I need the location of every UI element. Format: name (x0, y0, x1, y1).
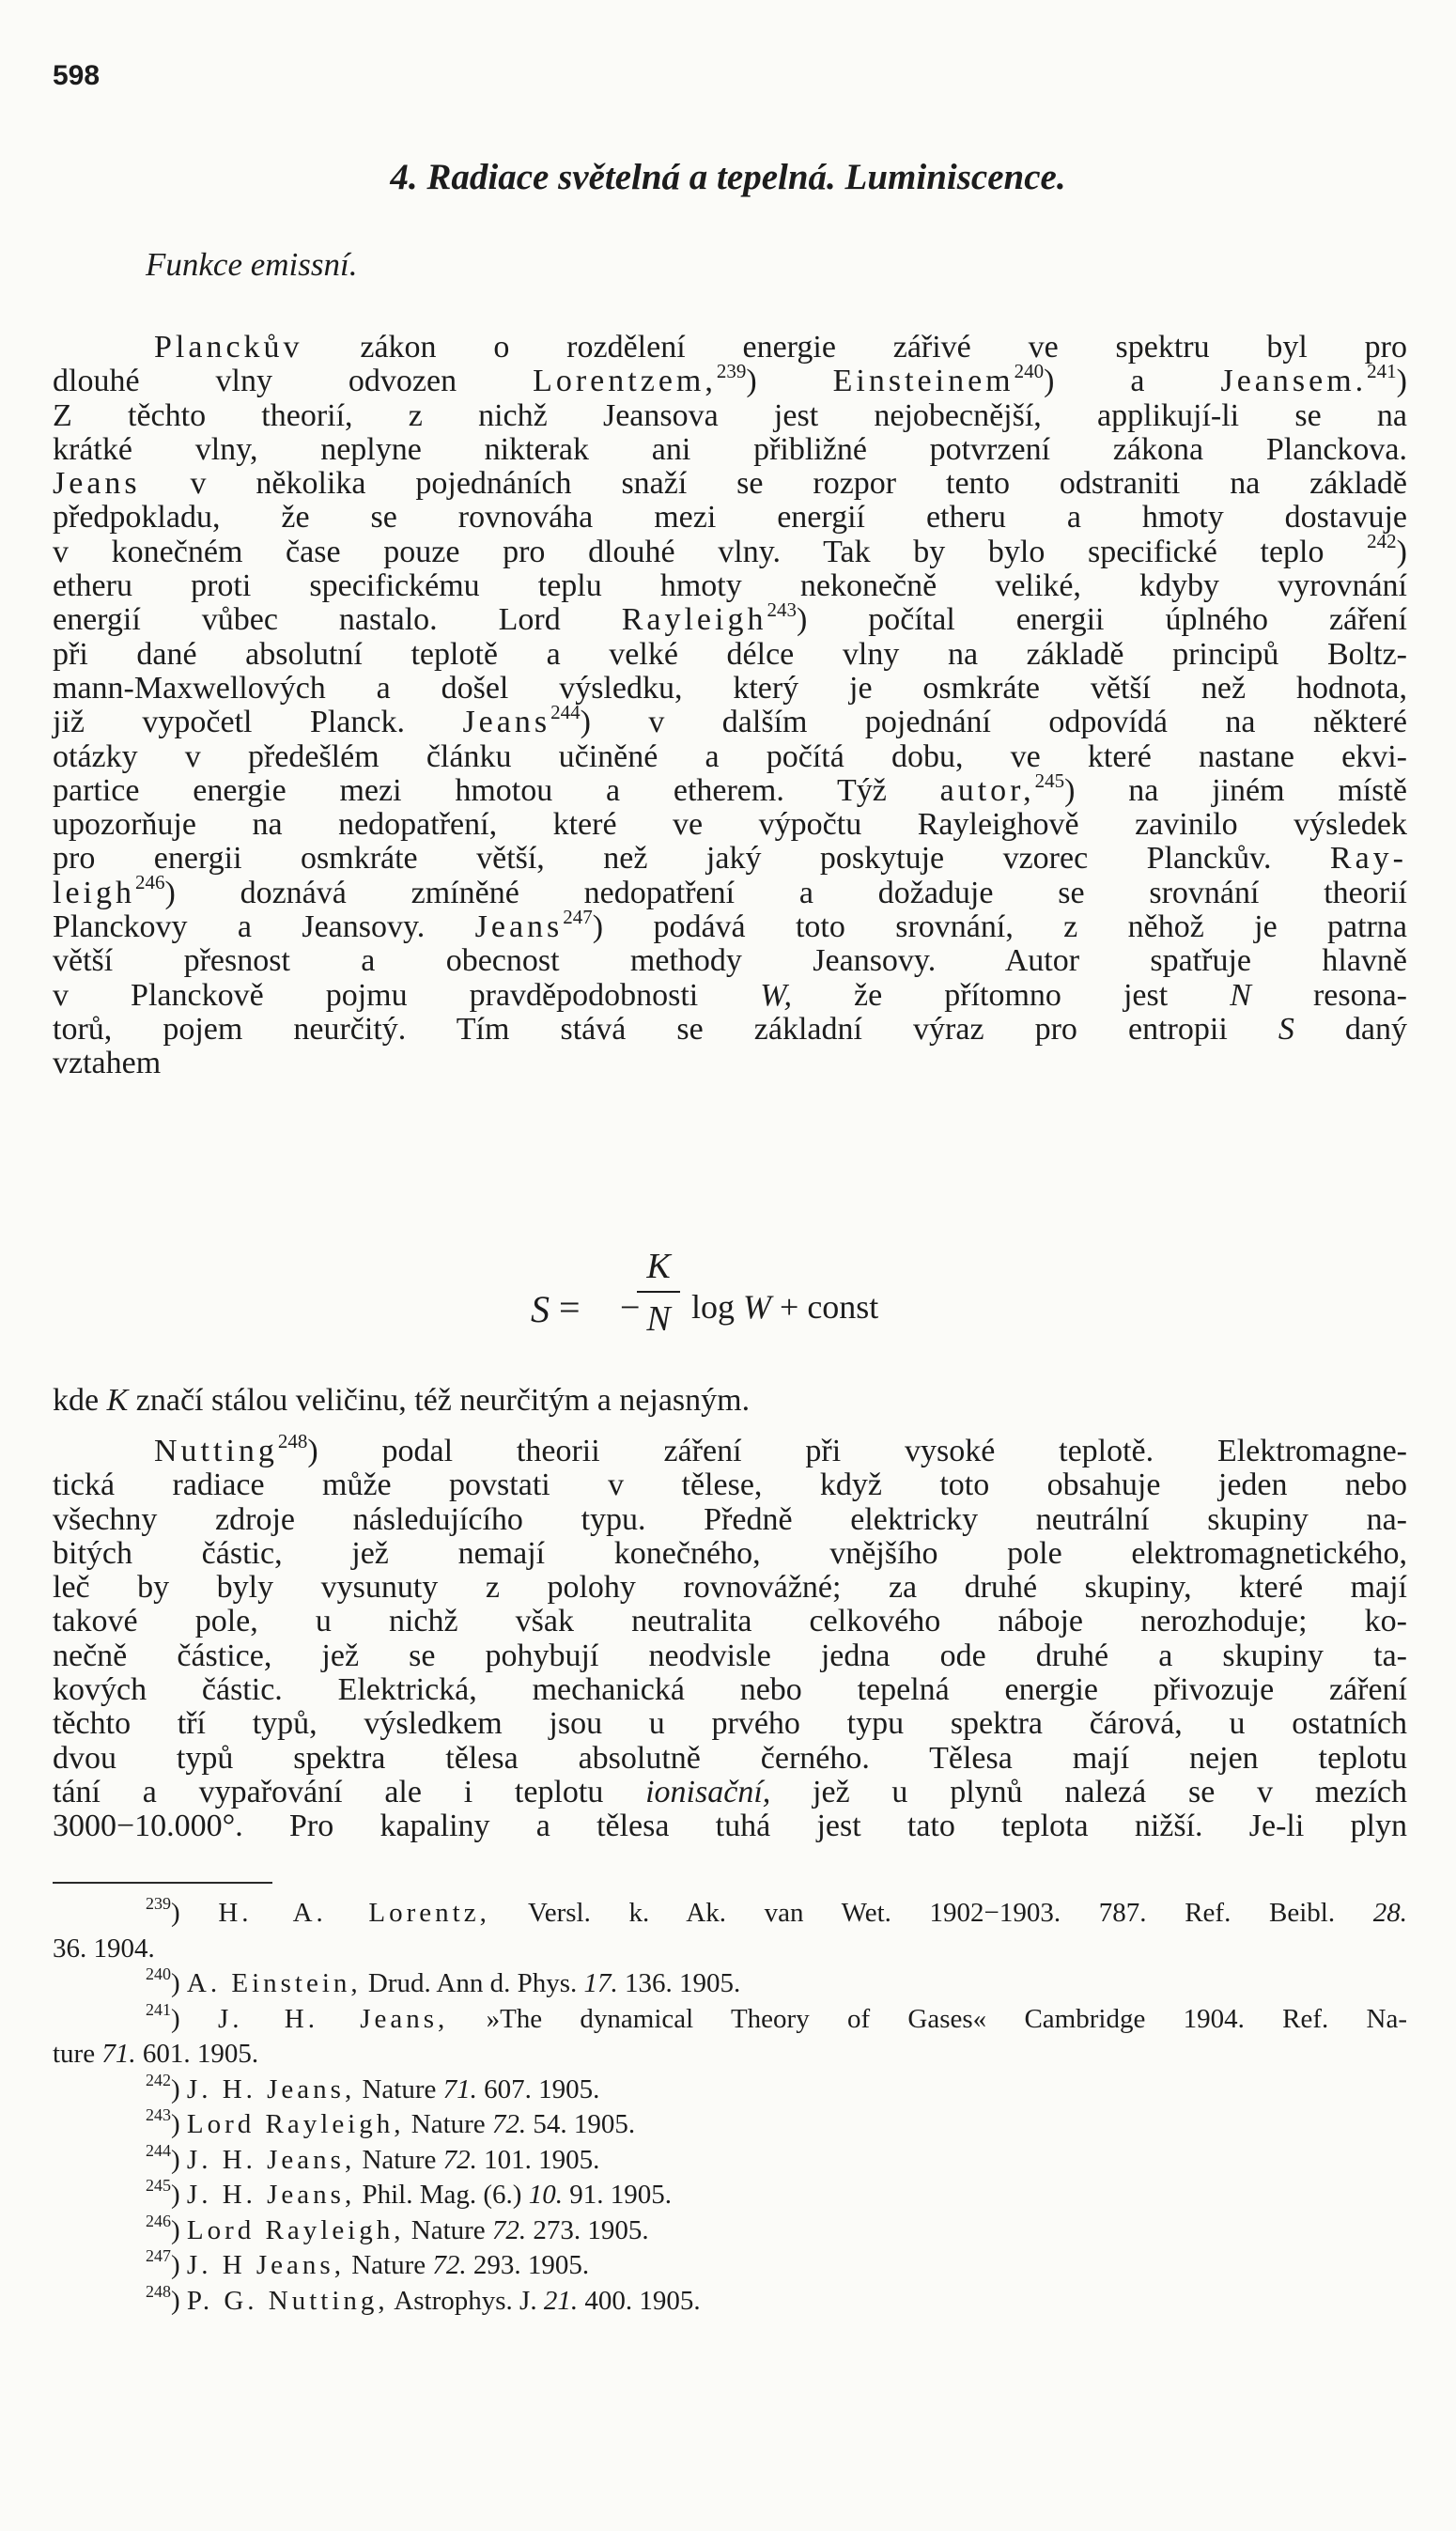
footnote-ref: 242 (1367, 530, 1397, 553)
text-line: Jeans v několika pojednáních snaží se rozpor tento odstraniti na základě (53, 466, 1407, 502)
math-var: N (1230, 977, 1251, 1013)
footnote-continuation: ture 71. 601. 1905. (53, 2039, 259, 2069)
author-name: Jeans (474, 909, 564, 945)
entropy-equation (0, 1246, 1456, 1359)
footnote-ref: 245 (1034, 769, 1065, 792)
footnote: $^{246}$) Lord Rayleigh, Nature 72. 273. 1905. (146, 2211, 649, 2245)
text-line: kových částic. Elektrická, mechanická nebo tepelná energie přivozuje záření (53, 1672, 1407, 1708)
text-line: předpokladu, že se rovnováha mezi energií etheru a hmoty dostavuje (53, 500, 1407, 536)
text-line: energií vůbec nastalo. Lord Rayleigh$^{243}$) počítal energii úplného záření (53, 598, 1407, 638)
footnote: $^{240}$) A. Einstein, Drud. Ann d. Phys. 17. 136. 1905. (146, 1964, 741, 1998)
fraction (635, 1246, 682, 1340)
text-line: otázky v předešlém článku učiněné a počítá dobu, ve které nastane ekvi- (53, 738, 1407, 774)
footnote-ref: 244 (550, 700, 581, 723)
text-line: bitých částic, jež nemají konečného, vnějšího pole elektromagnetického, (53, 1535, 1407, 1571)
text-line: při dané absolutní teplotě a velké délce vlny na základě principů Boltz- (53, 636, 1407, 672)
author-name: Jeans (53, 466, 141, 502)
footnote: $^{243}$) Lord Rayleigh, Nature 72. 54. 1905. (146, 2105, 636, 2139)
equation-lhs: S (531, 1288, 550, 1330)
text-line: v konečném čase pouze pro dlouhé vlny. Tak by bylo specifické teplo $^{242}$) (53, 530, 1407, 569)
footnote: $^{242}$) J. H. Jeans, Nature 71. 607. 1905. (146, 2070, 600, 2104)
text-line: Planckovy a Jeansovy. Jeans$^{247}$) podává toto srovnání, z něhož je patrna (53, 905, 1407, 945)
section-title: 4. Radiace světelná a tepelná. Luminiscence. (390, 157, 1066, 197)
author-name: autor, (939, 772, 1035, 808)
text-line: upozorňuje na nedopatření, které ve výpočtu Rayleighově zavinilo výsledek (53, 807, 1407, 843)
page-number: 598 (53, 60, 101, 91)
text-line: partice energie mezi hmotou a etherem. Týž autor,$^{245}$) na jiném místě (53, 769, 1407, 808)
fraction-denominator: N (646, 1299, 671, 1339)
paragraph-planck-law (53, 331, 1407, 1081)
text-line: dvou typů spektra tělesa absolutně černého. Tělesa mají nejen teplotu (53, 1740, 1407, 1776)
minus-sign: − (620, 1288, 641, 1328)
text-line: dlouhé vlny odvozen Lorentzem,$^{239}$) Einsteinem$^{240}$) a Jeansem.$^{241}$) (53, 359, 1407, 399)
text-line: 3000−10.000°. Pro kapaliny a tělesa tuhá jest tato teplota nižší. Je-li plyn (53, 1809, 1407, 1844)
math-var: K (106, 1383, 129, 1418)
author-name: leigh (53, 875, 135, 910)
paragraph-where-k (53, 1384, 1407, 1418)
footnote: $^{244}$) J. H. Jeans, Nature 72. 101. 1905. (146, 2140, 600, 2175)
author-name: Einsteinem (832, 364, 1015, 399)
text-line: vztahem (53, 1046, 162, 1081)
footnote-divider (53, 1882, 272, 1884)
author-name: Jeansem. (1220, 364, 1368, 399)
text-line: mann-Maxwellových a došel výsledku, který je osmkráte větší než hodnota, (53, 670, 1407, 706)
text-line: větší přesnost a obecnost methody Jeansovy. Autor spatřuje hlavně (53, 943, 1407, 979)
paragraph-nutting (53, 1429, 1407, 1844)
text-line: všechny zdroje následujícího typu. Předně elektricky neutrální skupiny na- (53, 1501, 1407, 1537)
text-line: tická radiace může povstati v tělese, když toto obsahuje jeden nebo (53, 1467, 1407, 1503)
footnote: $^{245}$) J. H. Jeans, Phil. Mag. (6.) 10. 91. 1905. (146, 2176, 672, 2210)
author-name: Jeans (462, 705, 551, 740)
footnote-ref: 239 (716, 359, 747, 382)
footnote: $^{248}$) P. G. Nutting, Astrophys. J. 21. 400. 1905. (146, 2281, 701, 2316)
log-term: log W + const (691, 1288, 879, 1326)
text-line: Z těchto theorií, z nichž Jeansova jest nejobecnější, applikují-li se na (53, 397, 1407, 433)
footnote-ref: 248 (277, 1429, 308, 1452)
text-line: pro energii osmkráte větší, než jaký poskytuje vzorec Planckův. Ray- (53, 841, 1407, 877)
text-line: kde K značí stálou veličinu, též neurčitým a nejasným. (53, 1383, 751, 1418)
italic-term: ionisační, (645, 1774, 771, 1809)
text-line: leč by byly vysunuty z polohy rovnovážné; za druhé skupiny, které mají (53, 1570, 1407, 1606)
footnote: $^{241}$) J. H. Jeans, »The dynamical Theory of Gases« Cambridge 1904. Ref. Na- (146, 1999, 1407, 2034)
text-line: torů, pojem neurčitý. Tím stává se základní výraz pro entropii S daný (53, 1011, 1408, 1047)
footnote-ref: 247 (563, 905, 593, 928)
equals-sign: = (559, 1286, 581, 1328)
footnotes (53, 1896, 1407, 2319)
text-line: nečně částice, jež se pohybují neodvisle jedna ode druhé a skupiny ta- (53, 1638, 1407, 1673)
math-var: S (1278, 1011, 1294, 1047)
author-name: Nutting (154, 1434, 278, 1468)
text-line: etheru proti specifickému teplu hmoty nekonečně veliké, kdyby vyrovnání (53, 568, 1407, 604)
math-var: W, (760, 977, 792, 1013)
text-line: tání a vypařování ale i teplotu ionisační, jež u plynů nalezá se v mezích (53, 1774, 1407, 1809)
footnote-ref: 240 (1014, 359, 1045, 382)
author-name: Lorentzem, (533, 364, 717, 399)
author-name: Rayleigh (621, 602, 767, 638)
text-line: Planckův zákon o rozdělení energie zářivé ve spektru byl pro (154, 330, 1407, 365)
footnote-ref: 246 (134, 871, 165, 894)
footnote-ref: 241 (1367, 359, 1397, 382)
text-line: leigh$^{246}$) doznává zmíněné nedopatření a dožaduje se srovnání theorií (53, 871, 1407, 910)
text-line: již vypočetl Planck. Jeans$^{244}$) v dalším pojednání odpovídá na některé (53, 700, 1407, 740)
footnote: $^{239}$) H. A. Lorentz, Versl. k. Ak. van Wet. 1902−1903. 787. Ref. Beibl. 28. (146, 1894, 1407, 1928)
author-name: Planckův (154, 330, 303, 365)
subsection-title: Funkce emissní. (146, 246, 358, 283)
footnote-continuation: 36. 1904. (53, 1933, 155, 1964)
text-line: v Planckově pojmu pravděpodobnosti W, že přítomno jest N resona- (53, 977, 1408, 1013)
footnote-ref: 243 (767, 598, 797, 622)
text-line: krátké vlny, neplyne nikterak ani přibližné potvrzení zákona Planckova. (53, 431, 1407, 467)
author-name: Ray- (1329, 841, 1407, 877)
text-line: těchto tří typů, výsledkem jsou u prvého typu spektra čárová, u ostatních (53, 1706, 1407, 1742)
text-line: takové pole, u nichž však neutralita celkového náboje nerozhoduje; ko- (53, 1604, 1407, 1639)
text-line: Nutting$^{248}$) podal theorii záření při vysoké teplotě. Elektromagne- (154, 1429, 1407, 1468)
footnote: $^{247}$) J. H Jeans, Nature 72. 293. 1905. (146, 2246, 590, 2280)
fraction-numerator: K (646, 1247, 671, 1286)
